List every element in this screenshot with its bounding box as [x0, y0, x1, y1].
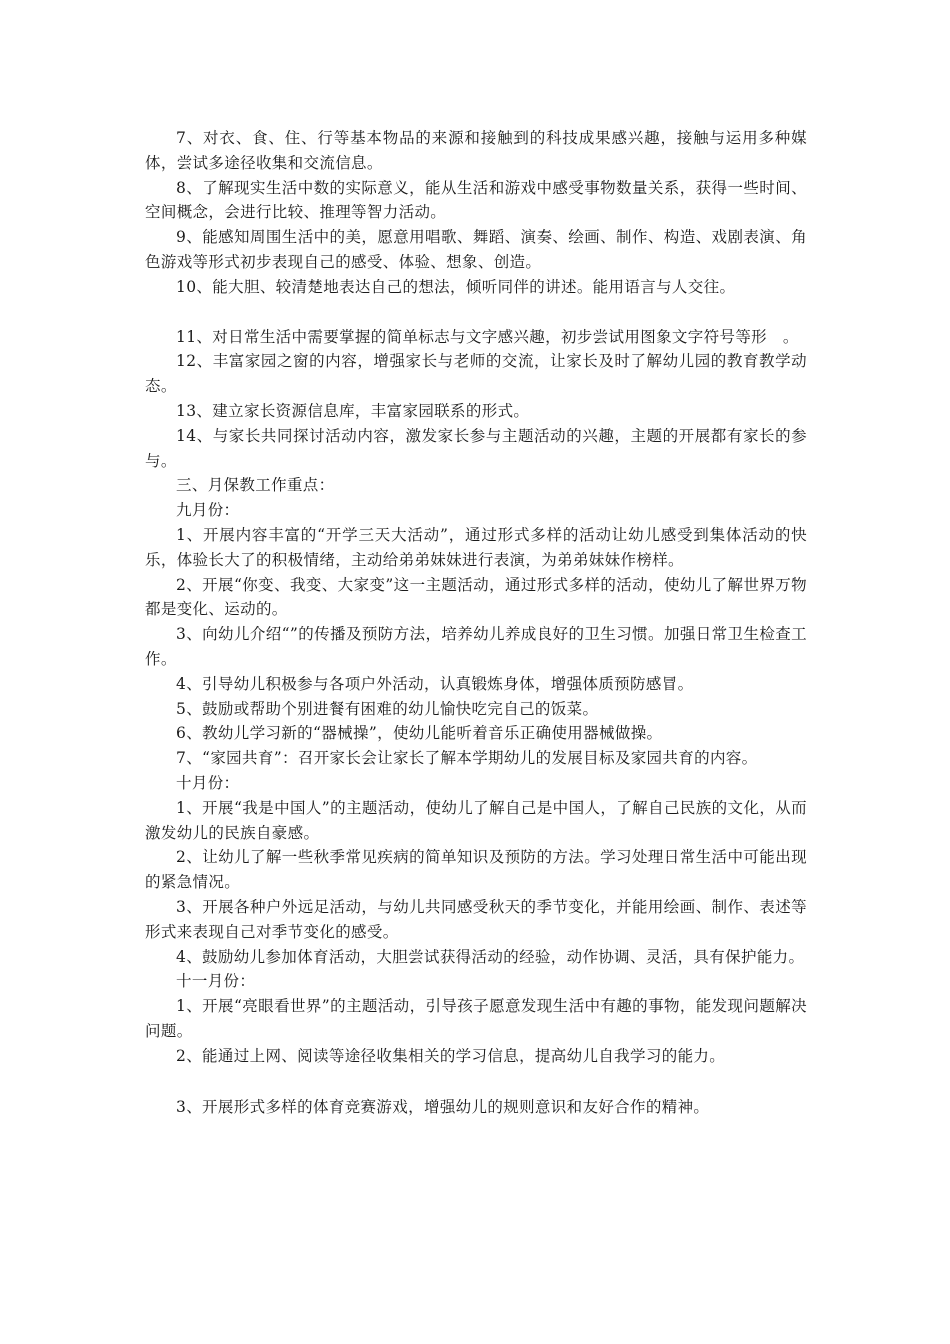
- month-heading-october: 十月份：: [176, 773, 240, 792]
- section-heading-monthly-focus: 三、月保教工作重点：: [176, 476, 335, 495]
- month-heading-september: 九月份：: [176, 501, 240, 520]
- paragraph-item-12: 12、丰富家园之窗的内容，增强家长与老师的交流，让家长及时了解幼儿园的教育教学动态。: [145, 352, 807, 396]
- month-heading-november: 十一月份：: [176, 972, 256, 991]
- september-item-4: 4、引导幼儿积极参与各项户外活动，认真锻炼身体，增强体质预防感冒。: [176, 674, 694, 693]
- paragraph-item-10: 10、能大胆、较清楚地表达自己的想法，倾听同伴的讲述。能用语言与人交往。: [176, 277, 736, 296]
- paragraph-item-8: 8、了解现实生活中数的实际意义，能从生活和游戏中感受事物数量关系，获得一些时间、空间概念，会进行比较、推理等智力活动。: [145, 178, 807, 222]
- november-item-2: 2、能通过上网、阅读等途径收集相关的学习信息，提高幼儿自我学习的能力。: [176, 1046, 726, 1065]
- october-item-1: 1、开展“我是中国人”的主题活动，使幼儿了解自己是中国人，了解自己民族的文化，从而激发幼儿的民族自豪感。: [145, 798, 807, 842]
- october-item-3: 3、开展各种户外远足活动，与幼儿共同感受秋天的季节变化，并能用绘画、制作、表述等形式来表现自己对季节变化的感受。: [145, 897, 807, 941]
- september-item-7: 7、“家园共育”：召开家长会让家长了解本学期幼儿的发展目标及家园共育的内容。: [176, 749, 758, 768]
- paragraph-item-7: 7、对衣、食、住、行等基本物品的来源和接触到的科技成果感兴趣，接触与运用多种媒体，尝试多途径收集和交流信息。: [145, 129, 807, 172]
- september-item-6: 6、教幼儿学习新的“器械操”，使幼儿能听着音乐正确使用器械做操。: [176, 724, 663, 743]
- document-body: [145, 126, 807, 1120]
- october-item-2: 2、让幼儿了解一些秋季常见疾病的简单知识及预防的方法。学习处理日常生活中可能出现的紧急情况。: [145, 848, 807, 892]
- september-item-5: 5、鼓励或帮助个别进餐有困难的幼儿愉快吃完自己的饭菜。: [176, 699, 599, 718]
- september-item-2: 2、开展“你变、我变、大家变”这一主题活动，通过形式多样的活动，使幼儿了解世界万物都是变化、运动的。: [145, 575, 807, 619]
- paragraph-gap: [145, 300, 807, 325]
- paragraph-item-14: 14、与家长共同探讨活动内容，激发家长参与主题活动的兴趣，主题的开展都有家长的参与。: [145, 426, 807, 470]
- paragraph-item-13: 13、建立家长资源信息库，丰富家园联系的形式。: [176, 401, 530, 420]
- september-item-1: 1、开展内容丰富的“开学三天大活动”，通过形式多样的活动让幼儿感受到集体活动的快乐，体验长大了的积极情绪，主动给弟弟妹妹进行表演，为弟弟妹妹作榜样。: [145, 525, 807, 569]
- november-item-1: 1、开展“亮眼看世界”的主题活动，引导孩子愿意发现生活中有趣的事物，能发现问题解决问题。: [145, 997, 807, 1040]
- october-item-4: 4、鼓励幼儿参加体育活动，大胆尝试获得活动的经验，动作协调、灵活，具有保护能力。: [176, 947, 805, 966]
- paragraph-item-11: 11、对日常生活中需要掌握的简单标志与文字感兴趣，初步尝试用图象文字符号等形 。: [176, 327, 799, 346]
- november-item-3: 3、开展形式多样的体育竞赛游戏，增强幼儿的规则意识和友好合作的精神。: [176, 1098, 710, 1117]
- september-item-3: 3、向幼儿介绍“”的传播及预防方法，培养幼儿养成良好的卫生习惯。加强日常卫生检查工作。: [145, 625, 807, 668]
- paragraph-gap: [145, 1068, 807, 1095]
- paragraph-item-9: 9、能感知周围生活中的美，愿意用唱歌、舞蹈、演奏、绘画、制作、构造、戏剧表演、角色游戏等形式初步表现自己的感受、体验、想象、创造。: [145, 228, 807, 271]
